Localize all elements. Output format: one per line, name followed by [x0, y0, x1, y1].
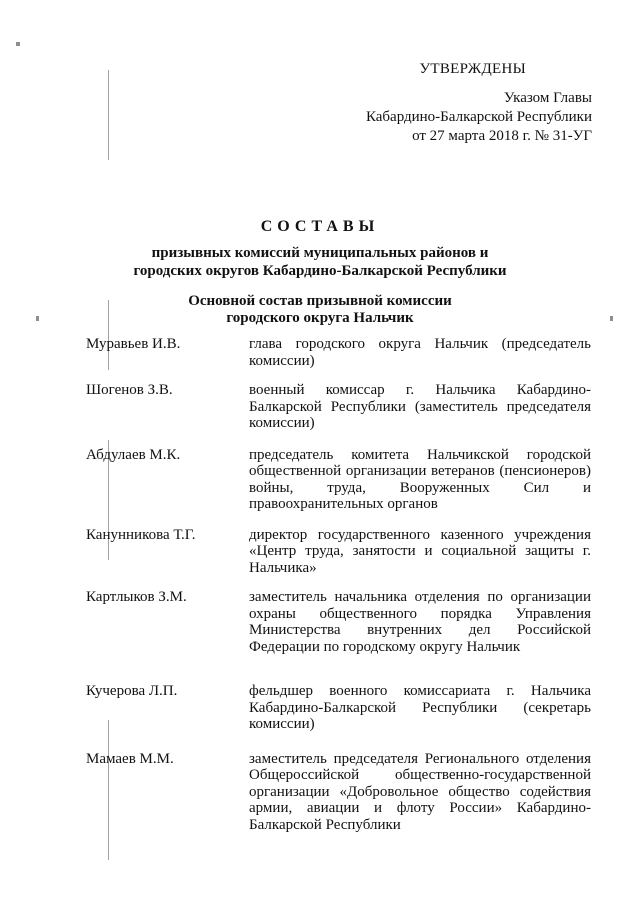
member-name: Картлыков З.М.	[86, 589, 187, 605]
document-title: СОСТАВЫ	[260, 218, 380, 235]
member-role: фельдшер военного комиссариата г. Нальчика Кабардино-Балкарской Республики (секретарь комиссии)	[249, 683, 591, 732]
member-role: глава городского округа Нальчик (председатель комиссии)	[249, 336, 591, 369]
member-name: Кучерова Л.П.	[86, 683, 178, 699]
member-name: Канунникова Т.Г.	[86, 526, 196, 543]
decree-line: Кабардино-Балкарской Республики	[365, 109, 592, 125]
member-role: председатель комитета Нальчикской городской общественной организации ветеранов (пенсионеров) войны, труда, Вооруженных Сил и правоохранительных органов	[249, 446, 591, 512]
decree-line: Указом Главы	[503, 90, 592, 106]
member-row	[86, 336, 591, 369]
member-name: Мамаев М.М.	[86, 750, 174, 767]
member-row	[86, 751, 591, 834]
member-row	[86, 382, 591, 432]
member-role: заместитель начальника отделения по организации охраны общественного порядка Управления Министерства внутренних дел Российской Федерации по городскому округу Нальчик	[249, 589, 591, 655]
member-row	[86, 589, 591, 655]
member-row	[86, 527, 591, 577]
section-heading	[0, 293, 640, 327]
scan-artifact-dot	[16, 42, 20, 46]
section-heading-line: Основной состав призывной комиссии	[188, 293, 452, 309]
member-row	[86, 683, 591, 733]
member-role: заместитель председателя Регионального отделения Общероссийской общественно-государственной организации «Добровольное общество содействия армии, авиации и флоту России» Кабардино-Балкарской Республики	[249, 750, 591, 833]
subtitle-line: городских округов Кабардино-Балкарской Республики	[133, 263, 507, 279]
member-role: военный комиссар г. Нальчика Кабардино-Балкарской Республики (заместитель председателя комиссии)	[249, 382, 591, 431]
document-subtitle	[0, 244, 640, 280]
member-name: Шогенов З.В.	[86, 382, 173, 398]
section-heading-line: городского округа Нальчик	[226, 310, 414, 326]
scan-artifact-line	[108, 70, 109, 160]
approval-block	[332, 60, 592, 146]
member-role: директор государственного казенного учреждения «Центр труда, занятости и социальной защиты г. Нальчика»	[249, 526, 591, 576]
member-name: Муравьев И.В.	[86, 336, 181, 352]
approval-title: УТВЕРЖДЕНЫ	[419, 61, 526, 77]
member-row	[86, 447, 591, 513]
member-name: Абдулаев М.К.	[86, 446, 181, 463]
decree-date: от 27 марта 2018 г. № 31-УГ	[412, 128, 592, 144]
subtitle-line: призывных комиссий муниципальных районов и	[151, 245, 489, 261]
member-list	[86, 336, 591, 833]
